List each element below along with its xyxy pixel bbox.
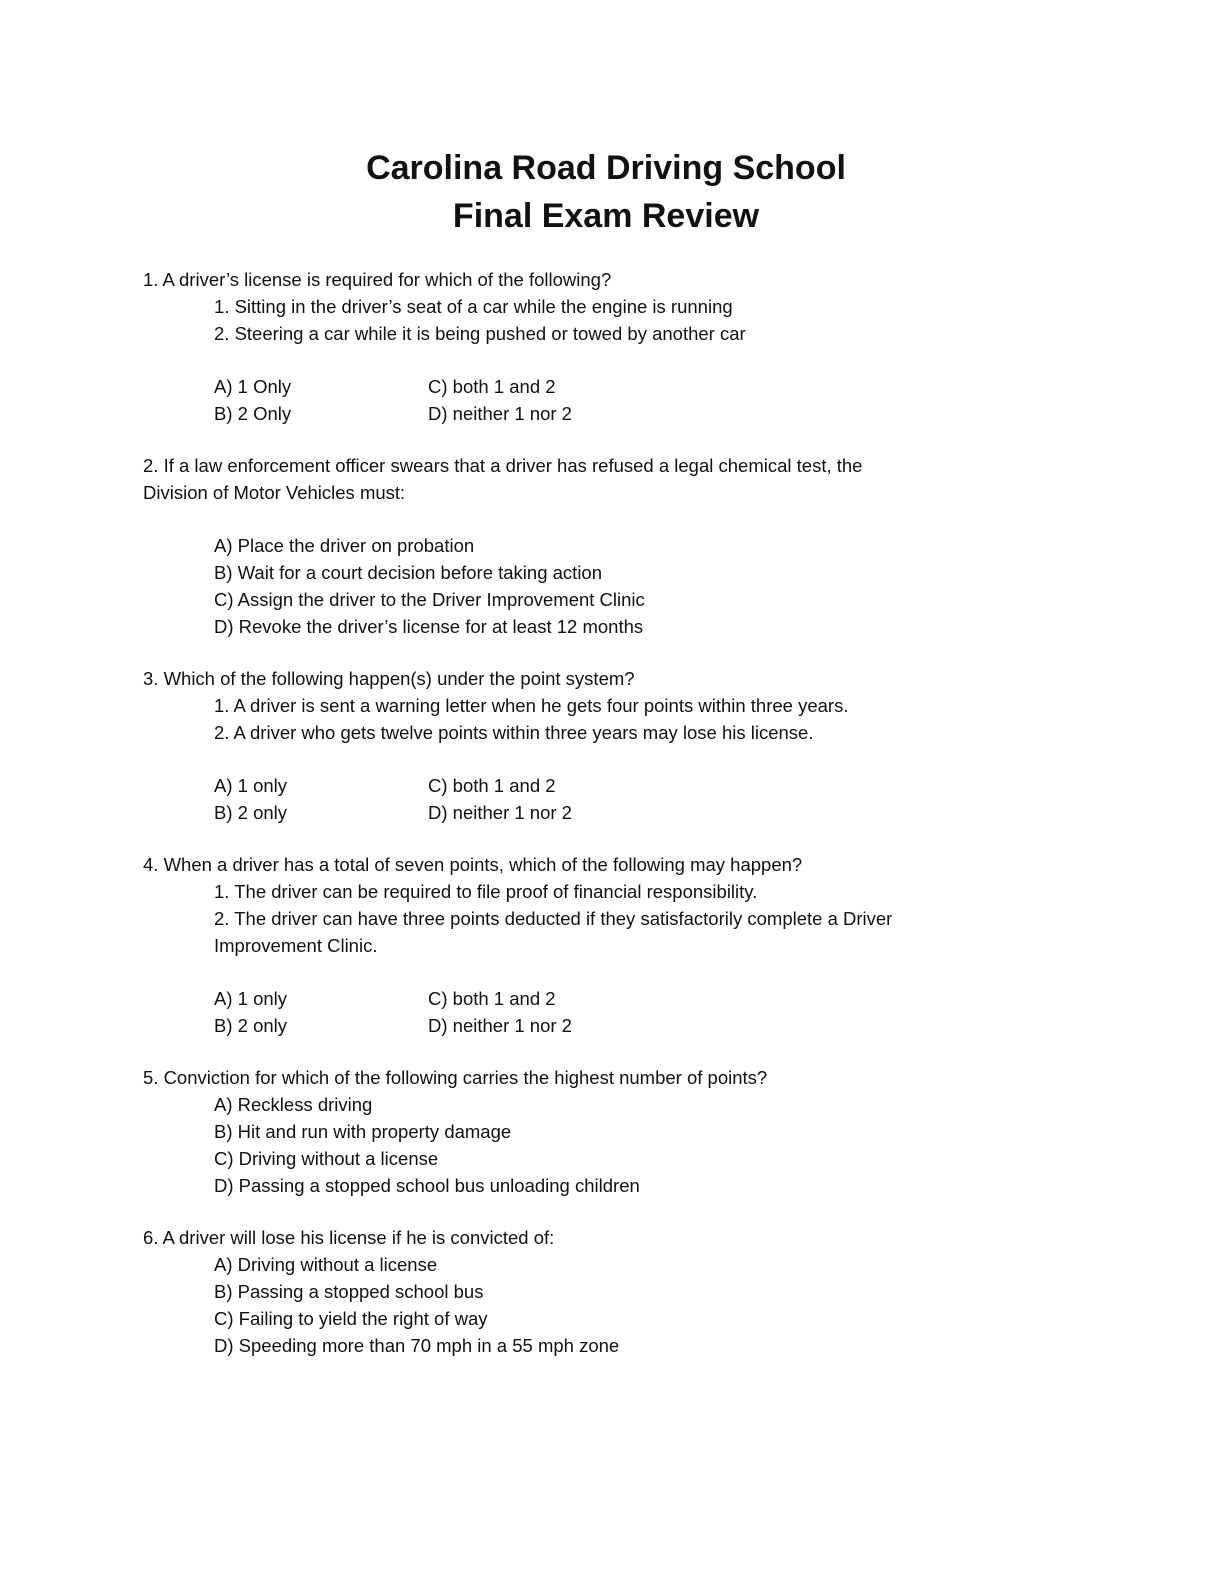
question-6-text: 6. A driver will lose his license if he is convicted of:: [143, 1227, 555, 1248]
question-4-statement-2-continued: Improvement Clinic.: [214, 935, 378, 956]
document-subtitle: Final Exam Review: [452, 197, 760, 235]
question-2-option-c: C) Assign the driver to the Driver Improvement Clinic: [214, 589, 645, 610]
document-title: Carolina Road Driving School: [366, 149, 846, 187]
question-3-option-a: A) 1 only: [214, 775, 288, 796]
question-4-option-a: A) 1 only: [214, 988, 288, 1009]
question-1-option-a: A) 1 Only: [214, 376, 292, 397]
question-6-option-d: D) Speeding more than 70 mph in a 55 mph zone: [214, 1335, 620, 1356]
question-6-option-a: A) Driving without a license: [214, 1254, 438, 1275]
question-1-text: 1. A driver’s license is required for which of the following?: [143, 269, 612, 290]
question-4-text: 4. When a driver has a total of seven points, which of the following may happen?: [143, 854, 803, 875]
question-2-option-b: B) Wait for a court decision before taking action: [214, 562, 603, 583]
question-1-statement-1: 1. Sitting in the driver’s seat of a car while the engine is running: [214, 296, 733, 317]
question-5-text: 5. Conviction for which of the following carries the highest number of points?: [143, 1067, 768, 1088]
question-1-option-d: D) neither 1 nor 2: [428, 403, 572, 424]
question-5-option-b: B) Hit and run with property damage: [214, 1121, 512, 1142]
question-2-text-line-1: 2. If a law enforcement officer swears that a driver has refused a legal chemical test, the: [143, 455, 863, 476]
question-1-option-b: B) 2 Only: [214, 403, 292, 424]
question-5-option-c: C) Driving without a license: [214, 1148, 439, 1169]
question-3-option-b: B) 2 only: [214, 802, 288, 823]
question-3-statement-2: 2. A driver who gets twelve points within three years may lose his license.: [214, 722, 814, 743]
question-4-statement-2: 2. The driver can have three points deducted if they satisfactorily complete a Driver: [214, 908, 893, 929]
question-2-option-a: A) Place the driver on probation: [214, 535, 475, 556]
question-5-option-d: D) Passing a stopped school bus unloading children: [214, 1175, 640, 1196]
question-3-statement-1: 1. A driver is sent a warning letter when he gets four points within three years.: [214, 695, 849, 716]
question-4-option-c: C) both 1 and 2: [428, 988, 556, 1009]
question-6-option-c: C) Failing to yield the right of way: [214, 1308, 488, 1329]
question-2-option-d: D) Revoke the driver’s license for at least 12 months: [214, 616, 644, 637]
question-3-text: 3. Which of the following happen(s) under the point system?: [143, 668, 635, 689]
question-6-option-b: B) Passing a stopped school bus: [214, 1281, 484, 1302]
question-4-option-b: B) 2 only: [214, 1015, 288, 1036]
question-3-option-c: C) both 1 and 2: [428, 775, 556, 796]
question-1-statement-2: 2. Steering a car while it is being pushed or towed by another car: [214, 323, 746, 344]
question-4-option-d: D) neither 1 nor 2: [428, 1015, 572, 1036]
question-3-option-d: D) neither 1 nor 2: [428, 802, 572, 823]
question-1-option-c: C) both 1 and 2: [428, 376, 556, 397]
question-5-option-a: A) Reckless driving: [214, 1094, 373, 1115]
question-2-text-line-2: Division of Motor Vehicles must:: [143, 482, 406, 503]
question-4-statement-1: 1. The driver can be required to file proof of financial responsibility.: [214, 881, 758, 902]
